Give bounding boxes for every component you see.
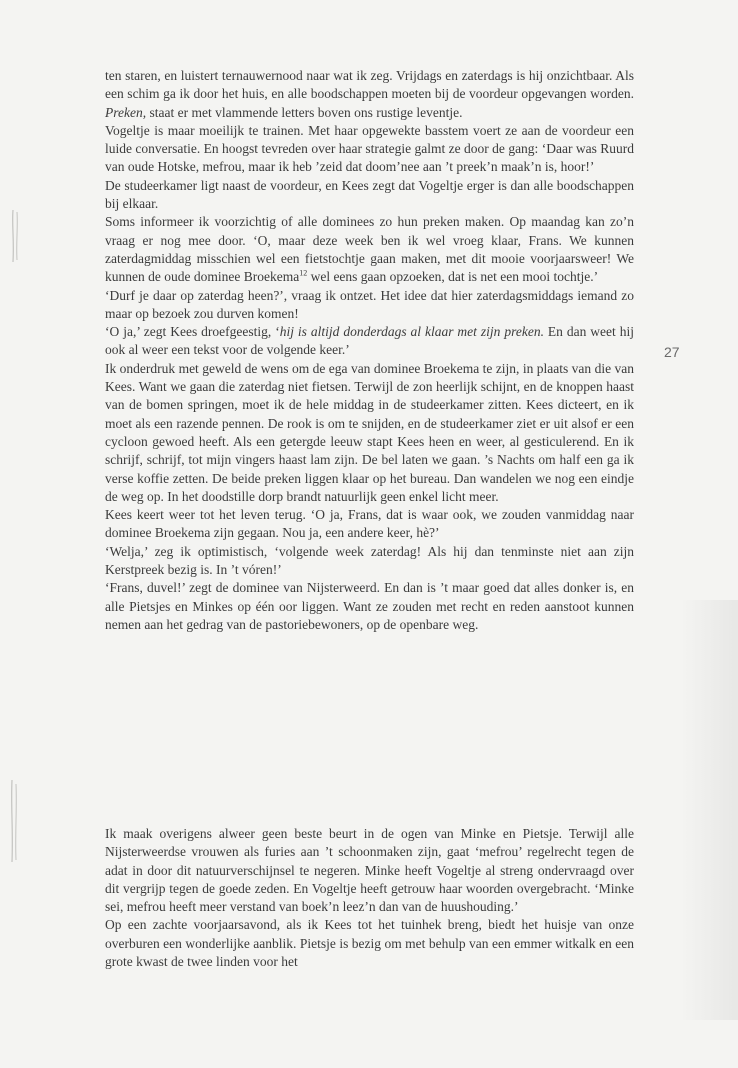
paragraph: ‘Frans, duvel!’ zegt de dominee van Nijsterweerd. En dan is ’t maar goed dat alles donker is, en alle Pietsjes en Minkes op één oor liggen. Want ze zouden met recht en reden aanstoot kunnen nemen aan het gedrag van de pastoriebewoners, op de openbare weg. [105,580,634,632]
main-text-bottom [105,825,634,971]
binding-mark-top [10,208,20,264]
paragraph: De studeerkamer ligt naast de voordeur, en Kees zegt dat Vogeltje erger is dan alle boodschappen bij elkaar. [105,177,634,212]
paragraph: ‘Durf je daar op zaterdag heen?’, vraag ik ontzet. Het idee dat hier zaterdagsmiddags iemand zo maar op bezoek zou durven komen! [105,287,634,321]
paragraph: Ik maak overigens alweer geen beste beurt in de ogen van Minke en Pietsje. Terwijl alle Nijsterweerdse vrouwen als furies aan ’t schoonmaken zijn, gaat ‘mefrou’ regelrecht tegen de adat in door dit natuurverschijnsel te negeren. Minke heeft Vogeltje al streng ondervraagd over dit vergrijp tegen de goede zeden. En Vogeltje heeft getrouw haar woorden overgebracht. ‘Minke sei, mefrou heeft meer verstand van boek’n leez’n dan van de huushouding.’ [105,826,634,915]
main-text-top [105,67,634,634]
page-shadow [680,600,738,1020]
paragraph: Vogeltje is maar moeilijk te trainen. Met haar opgewekte basstem voert ze aan de voordeur een luide conversatie. En hoogst tevreden over haar strategie galmt ze door de gang: ‘Daar was Ruurd van oude Hotske, mefrou, maar ik heb ’zeid dat doom’nee aan ’t preek’n maak’n is, hoor!’ [105,122,634,175]
paragraph: Soms informeer ik voorzichtig of alle dominees zo hun preken maken. Op maandag kan zo’n vraag er nog mee door. ‘O, maar deze week ben ik wel vroeg klaar, Frans. We kunnen zaterdagmiddag misschien wel een fietstochtje gaan maken, met dit mooie voorjaarsweer! We kunnen de oude dominee Broekema$^{12}$ wel eens gaan opzoeken, dat is net een mooi tochtje.’ [105,214,634,285]
binding-mark-bottom [9,778,19,864]
paragraph: ‘O ja,’ zegt Kees droefgeestig, ‘hij is altijd donderdags al klaar met zijn preken. En dan weet hij ook al weer een tekst voor de volgende keer.’ [105,324,634,358]
footnote-reference: 12 [299,268,308,278]
paragraph: ten staren, en luistert ternauwernood naar wat ik zeg. Vrijdags en zaterdags is hij onzichtbaar. Als een schim ga ik door het huis, en alle boodschappen moeten bij de voordeur opgevangen worden. Preken, staat er met vlammende letters boven ons rustige leventje. [105,68,634,120]
page-number: 27 [664,344,680,360]
paragraph: Op een zachte voorjaarsavond, als ik Kees tot het tuinhek breng, biedt het huisje van onze overburen een wonderlijke aanblik. Pietsje is bezig om met behulp van een emmer witkalk en een grote kwast de twee linden voor het [105,917,634,970]
paragraph: Kees keert weer tot het leven terug. ‘O ja, Frans, dat is waar ook, we zouden vanmiddag naar dominee Broekema zijn gegaan. Nou ja, een andere keer, hè?’ [105,507,634,541]
paragraph: Ik onderdruk met geweld de wens om de ega van dominee Broekema te zijn, in plaats van die van Kees. Want we gaan die zaterdag niet fietsen. Terwijl de zon heerlijk schijnt, en de knoppen haast van de bomen springen, moet ik de hele middag in de studeerkamer zitten. Kees dicteert, en ik moet als een razende pennen. De rook is om te snijden, en de studeerkamer ziet er uit alsof er een cycloon gewoed heeft. Als een getergde leeuw stapt Kees heen en weer, al gesticulerend. En ik schrijf, schrijf, tot mijn vingers haast lam zijn. De bel laten we gaan. ’s Nachts om half een ga ik verse koffie zetten. De beide preken liggen klaar op het bureau. Dan wandelen we nog een eindje de weg op. In het doodstille dorp brandt natuurlijk geen enkel licht meer. [105,360,634,504]
paragraph: ‘Welja,’ zeg ik optimistisch, ‘volgende week zaterdag! Als hij dan tenminste niet aan zijn Kerstpreek bezig is. In ’t vóren!’ [105,543,634,578]
